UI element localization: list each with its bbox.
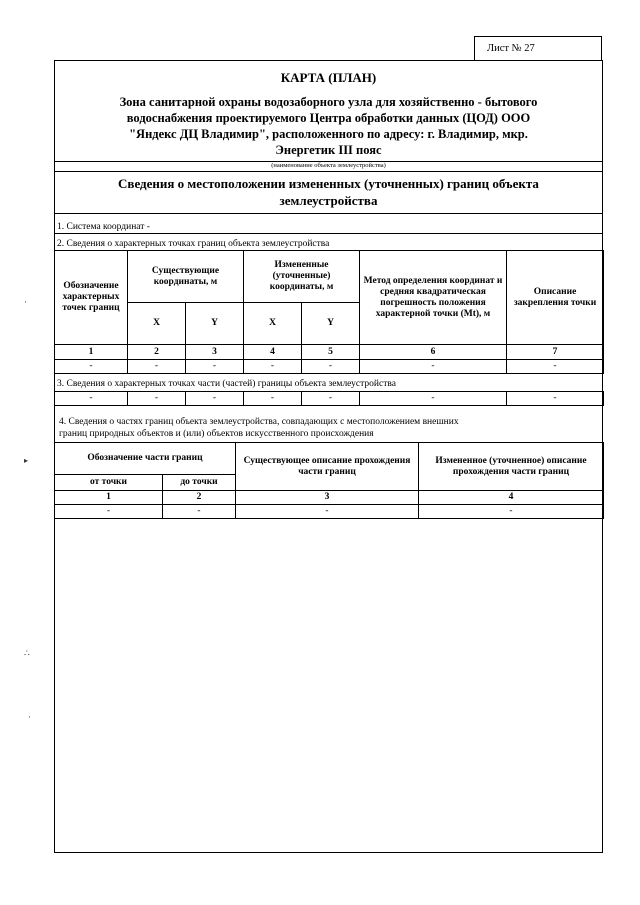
- table-cell: -: [163, 505, 236, 519]
- column-number: 7: [507, 345, 604, 360]
- item4-heading-line: 4. Сведения о частях границ объекта землеустройства, совпадающих с местоположением внешних: [59, 417, 459, 427]
- divider: [55, 213, 602, 214]
- object-name-caption: (наименование объекта землеустройства): [271, 162, 386, 169]
- table-cell: -: [128, 360, 186, 374]
- col-y: Y: [186, 303, 244, 345]
- object-name-line: Зона санитарной охраны водозаборного узла для хозяйственно - бытового: [119, 95, 538, 109]
- col-changed-coords: Измененные (уточненные) координаты, м: [244, 251, 360, 303]
- table-cell: -: [507, 360, 604, 374]
- part-points-table: [54, 391, 604, 406]
- column-number: 2: [163, 491, 236, 505]
- object-name-line: Энергетик III пояс: [275, 143, 382, 157]
- table-cell: -: [128, 392, 186, 406]
- col-y: Y: [302, 303, 360, 345]
- column-number: 3: [236, 491, 419, 505]
- table-cell: -: [236, 505, 419, 519]
- table-cell: -: [55, 360, 128, 374]
- table-cell: -: [186, 392, 244, 406]
- col-existing-coords: Существующие координаты, м: [128, 251, 244, 303]
- column-number: 2: [128, 345, 186, 360]
- map-title: КАРТА (ПЛАН): [280, 70, 377, 85]
- column-number: 4: [244, 345, 302, 360]
- column-number: 3: [186, 345, 244, 360]
- item3-heading: 3. Сведения о характерных точках части (частей) границы объекта землеустройства: [57, 379, 396, 389]
- table-cell: -: [55, 505, 163, 519]
- table-cell: -: [302, 360, 360, 374]
- page-frame: [54, 60, 603, 853]
- scan-speck: ·: [28, 712, 31, 722]
- column-number: 1: [55, 491, 163, 505]
- column-number: 5: [302, 345, 360, 360]
- col-x: X: [128, 303, 186, 345]
- item2-heading: 2. Сведения о характерных точках границ объекта землеустройства: [57, 239, 330, 249]
- section-title-line: землеустройства: [279, 193, 378, 208]
- divider: [55, 171, 602, 172]
- col-fixing-description: Описание закрепления точки: [507, 251, 604, 345]
- table-cell: -: [55, 392, 128, 406]
- table-cell: -: [244, 360, 302, 374]
- column-number: 1: [55, 345, 128, 360]
- item4-heading-line: границ природных объектов и (или) объектов искусственного происхождения: [59, 429, 374, 439]
- scan-speck: ·: [24, 297, 27, 307]
- col-to-point: до точки: [163, 475, 236, 491]
- section-title: [75, 175, 582, 209]
- scan-speck: ∴: [24, 648, 30, 658]
- col-from-point: от точки: [55, 475, 163, 491]
- table-cell: -: [419, 505, 604, 519]
- col-point-designation: Обозначение характерных точек границ: [55, 251, 128, 345]
- object-name: [67, 94, 590, 158]
- col-method: Метод определения координат и средняя квадратическая погрешность положения характерной точки (Mt), м: [360, 251, 507, 345]
- section-title-line: Сведения о местоположении измененных (уточненных) границ объекта: [118, 176, 539, 191]
- object-name-line: "Яндекс ДЦ Владимир", расположенного по адресу: г. Владимир, мкр.: [129, 127, 528, 141]
- table-cell: -: [507, 392, 604, 406]
- table-cell: -: [186, 360, 244, 374]
- divider: [55, 233, 602, 234]
- coordinate-system-line: 1. Система координат -: [57, 222, 150, 232]
- table-cell: -: [302, 392, 360, 406]
- table-cell: -: [360, 392, 507, 406]
- col-changed-description: Измененное (уточненное) описание прохождения части границ: [419, 443, 604, 491]
- scan-mark-arrow: ▸: [24, 456, 29, 465]
- column-number: 6: [360, 345, 507, 360]
- sheet-number-box: [474, 36, 602, 60]
- col-existing-description: Существующее описание прохождения части границ: [236, 443, 419, 491]
- characteristic-points-table: [54, 250, 604, 374]
- table-cell: -: [244, 392, 302, 406]
- sheet-number: Лист № 27: [487, 43, 535, 54]
- table-cell: -: [360, 360, 507, 374]
- item4-heading: [59, 416, 598, 440]
- col-part-designation: Обозначение части границ: [55, 443, 236, 475]
- object-name-line: водоснабжения проектируемого Центра обработки данных (ЦОД) ООО: [126, 111, 531, 125]
- col-x: X: [244, 303, 302, 345]
- column-number: 4: [419, 491, 604, 505]
- boundary-parts-table: [54, 442, 604, 519]
